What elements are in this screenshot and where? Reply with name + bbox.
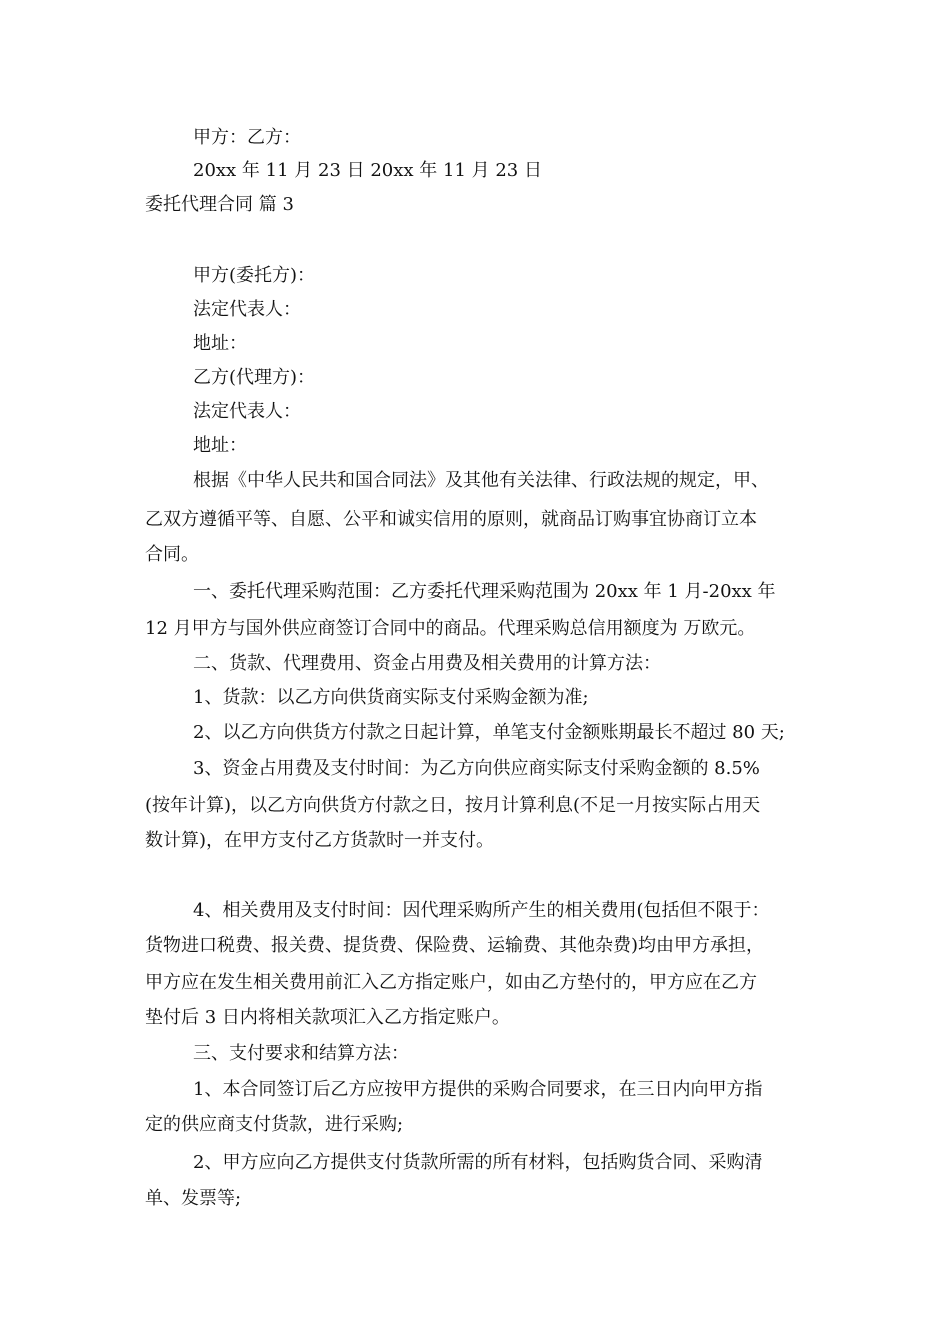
party-a-field: 甲方(委托方)：: [193, 265, 316, 286]
signature-parties-line: 甲方：乙方：: [193, 127, 301, 148]
clause-2-item: 1、货款：以乙方向供货商实际支付采购金额为准;: [193, 687, 589, 708]
clause-3-item: 1、本合同签订后乙方应按甲方提供的采购合同要求，在三日内向甲方指: [193, 1079, 763, 1100]
party-b-representative-field: 法定代表人：: [193, 401, 301, 422]
clause-2-item: 3、资金占用费及支付时间：为乙方向供应商实际支付采购金额的 8.5%: [193, 758, 760, 779]
party-b-field: 乙方(代理方)：: [193, 367, 316, 388]
clause-2-item: 货物进口税费、报关费、提货费、保险费、运输费、其他杂费)均由甲方承担，: [145, 935, 765, 956]
party-b-address-field: 地址：: [193, 435, 247, 456]
clause-2-heading: 二、货款、代理费用、资金占用费及相关费用的计算方法：: [193, 653, 661, 674]
preamble-line: 乙双方遵循平等、自愿、公平和诚实信用的原则，就商品订购事宜协商订立本: [145, 509, 757, 530]
clause-3-item: 单、发票等;: [145, 1188, 242, 1209]
party-a-representative-field: 法定代表人：: [193, 299, 301, 320]
clause-2-item: (按年计算)，以乙方向供货方付款之日，按月计算利息(不足一月按实际占用天: [145, 795, 761, 816]
party-a-address-field: 地址：: [193, 333, 247, 354]
clause-2-item: 数计算)，在甲方支付乙方货款时一并支付。: [145, 830, 495, 851]
clause-3-heading: 三、支付要求和结算方法：: [193, 1043, 409, 1064]
clause-2-item: 垫付后 3 日内将相关款项汇入乙方指定账户。: [145, 1007, 510, 1028]
signature-dates-line: 20xx 年 11 月 23 日 20xx 年 11 月 23 日: [193, 160, 542, 181]
preamble-line: 根据《中华人民共和国合同法》及其他有关法律、行政法规的规定，甲、: [193, 470, 769, 491]
clause-2-item: 2、以乙方向供货方付款之日起计算，单笔支付金额账期最长不超过 80 天;: [193, 722, 785, 743]
clause-2-item: 甲方应在发生相关费用前汇入乙方指定账户，如由乙方垫付的，甲方应在乙方: [145, 972, 757, 993]
section-heading: 委托代理合同 篇 3: [145, 194, 294, 215]
clause-1-line: 一、委托代理采购范围：乙方委托代理采购范围为 20xx 年 1 月-20xx 年: [193, 581, 776, 602]
clause-1-line: 12 月甲方与国外供应商签订合同中的商品。代理采购总信用额度为 万欧元。: [145, 618, 756, 639]
clause-2-item: 4、相关费用及支付时间：因代理采购所产生的相关费用(包括但不限于：: [193, 900, 770, 921]
clause-3-item: 2、甲方应向乙方提供支付货款所需的所有材料，包括购货合同、采购清: [193, 1152, 763, 1173]
clause-3-item: 定的供应商支付货款，进行采购;: [145, 1114, 404, 1135]
preamble-line: 合同。: [145, 544, 199, 565]
